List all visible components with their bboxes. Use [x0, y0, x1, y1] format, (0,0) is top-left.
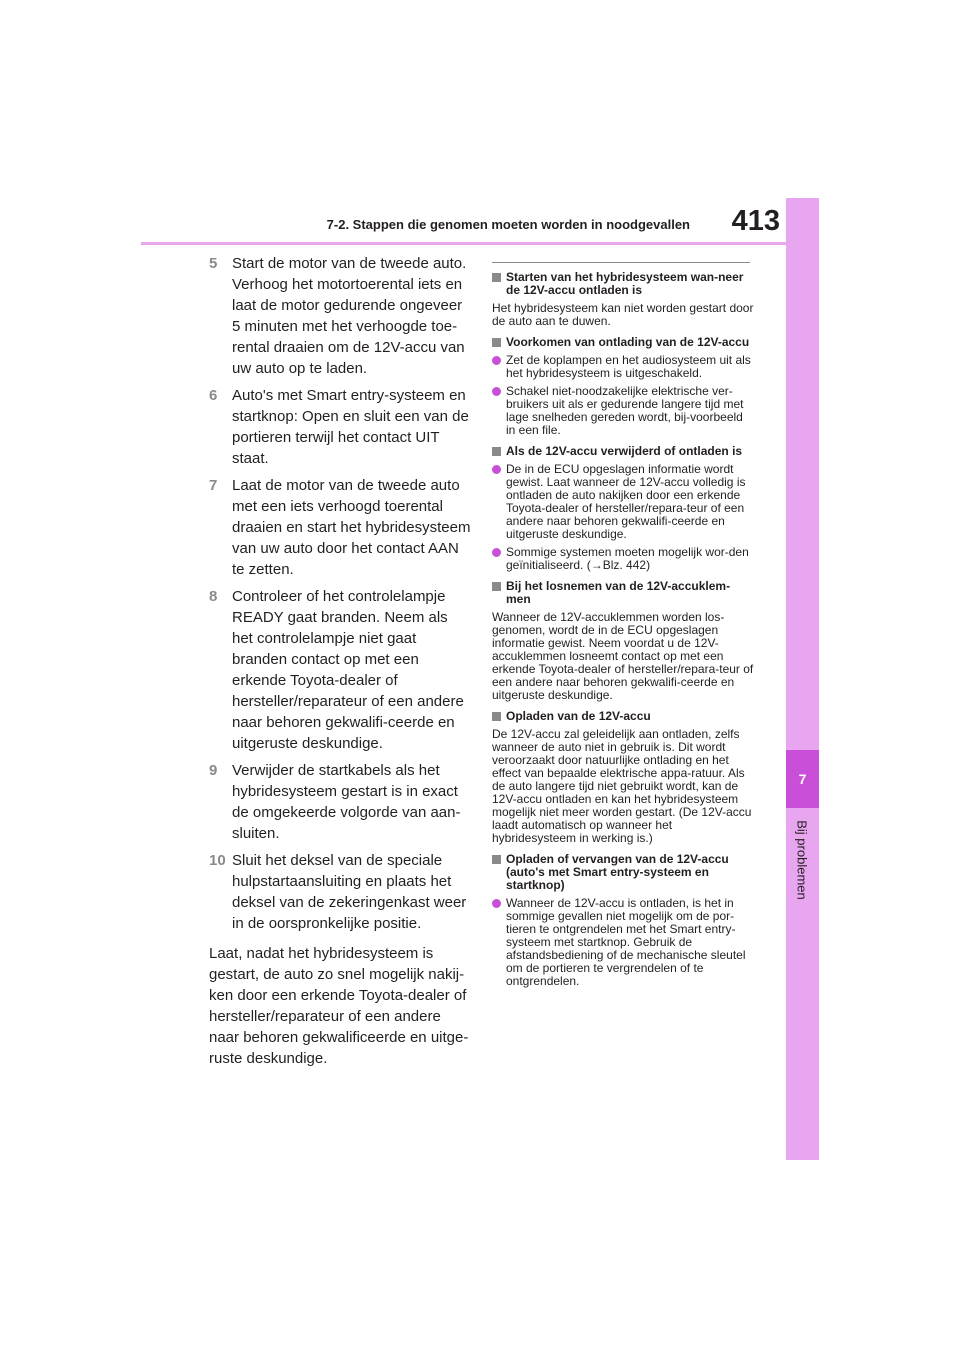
- right-column: [492, 262, 754, 996]
- bullet-text: De in de ECU opgeslagen informatie wordt gewist. Laat wanneer de 12V-accu volledig is ontladen de auto nakijken door een erkende Toyota-dealer of hersteller/repara-teur of een andere naar behoren gekwalifi-ceerde en uitgeruste deskundige.: [506, 462, 746, 541]
- step-number: 8: [209, 588, 218, 605]
- step-item: [209, 850, 471, 934]
- chapter-side-tab: [786, 198, 819, 1160]
- step-item: [209, 760, 471, 844]
- circle-bullet-icon: [492, 387, 501, 396]
- bullet-text: Wanneer de 12V-accu is ontladen, is het in sommige gevallen niet mogelijk om de por-tieren te ontgrendelen met het Smart entry-systeem met startknop. Gebruik de afstandsbediening of de mechanische sleutel om de portieren te vergrendelen of te ontgrendelen.: [506, 896, 746, 988]
- section-body: Het hybridesysteem kan niet worden gestart door de auto aan te duwen.: [492, 301, 754, 328]
- left-column: [209, 253, 471, 1069]
- section-body: De 12V-accu zal geleidelijk aan ontladen, zelfs wanneer de auto niet in gebruik is. Dit wordt veroorzaakt door natuurlijke ontlading en het effect van bepaalde elektrische appa-ratuur. Als de auto langere tijd niet gebruikt wordt, kan de 12V-accu ontladen en kan het hybridesysteem mogelijk niet meer worden gestart. (De 12V-accu laadt automatisch op wanneer het hybridesysteem in werking is.): [492, 727, 752, 845]
- page-number: 413: [731, 205, 780, 237]
- info-section: [492, 710, 754, 845]
- bullet-text: Schakel niet-noodzakelijke elektrische ver-bruikers uit als er gedurende langere tijd met lage snelheden gereden wordt, bij-voorbeeld in een file.: [506, 384, 744, 437]
- section-heading-text: Voorkomen van ontlading van de 12V-accu: [506, 335, 750, 349]
- bullet-item: [492, 897, 754, 988]
- section-heading: [492, 336, 754, 349]
- square-bullet-icon: [492, 712, 501, 721]
- square-bullet-icon: [492, 338, 501, 347]
- bullet-item: [492, 354, 754, 380]
- square-bullet-icon: [492, 447, 501, 456]
- bullet-text: Sommige systemen moeten mogelijk wor-den geïnitialiseerd. (→Blz. 442): [506, 545, 749, 572]
- section-heading: [492, 445, 754, 458]
- circle-bullet-icon: [492, 548, 501, 557]
- circle-bullet-icon: [492, 356, 501, 365]
- step-text: Start de motor van de tweede auto. Verhoog het motortoerental iets en laat de motor gedurende ongeveer 5 minuten met het verhoogde toe-rental draaien om de 12V-accu van uw auto op te laden.: [232, 255, 467, 377]
- circle-bullet-icon: [492, 899, 501, 908]
- square-bullet-icon: [492, 273, 501, 282]
- section-heading: [492, 580, 754, 606]
- step-number: 7: [209, 477, 218, 494]
- step-text: Auto's met Smart entry-systeem en startknop: Open en sluit een van de portieren terwijl het contact UIT staat.: [232, 387, 469, 467]
- step-text: Sluit het deksel van de speciale hulpstartaansluiting en plaats het deksel van de zekeringenkast weer in de oorspronkelijke positie.: [232, 852, 467, 932]
- info-section: [492, 853, 754, 988]
- bullet-item: [492, 463, 754, 541]
- info-section: [492, 445, 754, 572]
- step-number: 5: [209, 255, 218, 272]
- info-section: [492, 271, 754, 328]
- step-number: 6: [209, 387, 218, 404]
- circle-bullet-icon: [492, 465, 501, 474]
- section-heading-text: Bij het losnemen van de 12V-accuklem-men: [506, 579, 731, 606]
- section-heading: [492, 710, 754, 723]
- step-item: [209, 385, 471, 469]
- step-number: 9: [209, 762, 218, 779]
- section-heading-text: Starten van het hybridesysteem wan-neer de 12V-accu ontladen is: [506, 270, 744, 297]
- bullet-item: [492, 385, 754, 437]
- chapter-label: Bij problemen: [794, 820, 810, 900]
- step-number: 10: [209, 852, 226, 869]
- info-section: [492, 580, 754, 702]
- square-bullet-icon: [492, 582, 501, 591]
- section-heading: [492, 271, 754, 297]
- step-item: [209, 475, 471, 580]
- section-body: Wanneer de 12V-accuklemmen worden los-genomen, wordt de in de ECU opgeslagen informatie gewist. Neem voordat u de 12V-accuklemmen losneemt contact op met een erkende Toyota-dealer of hersteller/repara-teur of een andere naar behoren gekwalifi-ceerde en uitgeruste deskundige.: [492, 610, 754, 702]
- step-text: Verwijder de startkabels als het hybridesysteem gestart is in exact de omgekeerde volgorde van aan-sluiten.: [232, 762, 461, 842]
- bullet-text: Zet de koplampen en het audiosysteem uit als het hybridesysteem is uitgeschakeld.: [506, 353, 751, 380]
- step-item: [209, 253, 471, 379]
- section-divider: [492, 262, 750, 263]
- section-heading-text: Opladen van de 12V-accu: [506, 709, 651, 723]
- chapter-number-tab[interactable]: 7: [786, 750, 819, 808]
- section-heading-text: Als de 12V-accu verwijderd of ontladen is: [506, 444, 743, 458]
- square-bullet-icon: [492, 855, 501, 864]
- closing-paragraph: Laat, nadat het hybridesysteem is gestart, de auto zo snel mogelijk nakij-ken door een erkende Toyota-dealer of hersteller/reparateur of een andere naar behoren gekwalificeerde en uitge-ruste deskundige.: [209, 945, 469, 1067]
- section-heading: [492, 853, 754, 892]
- section-heading-text: Opladen of vervangen van de 12V-accu (auto's met Smart entry-systeem en startknop): [506, 852, 729, 892]
- step-list: [209, 253, 471, 934]
- bullet-item: [492, 546, 754, 572]
- step-item: [209, 586, 471, 754]
- info-sections: [492, 271, 754, 988]
- step-text: Controleer of het controlelampje READY gaat branden. Neem als het controlelampje niet gaat branden contact op met een erkende Toyota-dealer of hersteller/reparateur of een andere naar behoren gekwalifi-ceerde en uitgeruste deskundige.: [232, 588, 464, 752]
- header-divider: [141, 242, 786, 245]
- step-text: Laat de motor van de tweede auto met een iets verhoogd toerental draaien en start het hybridesysteem van uw auto door het contact AAN te zetten.: [232, 477, 471, 578]
- section-title: 7-2. Stappen die genomen moeten worden in noodgevallen: [326, 217, 690, 232]
- info-section: [492, 336, 754, 437]
